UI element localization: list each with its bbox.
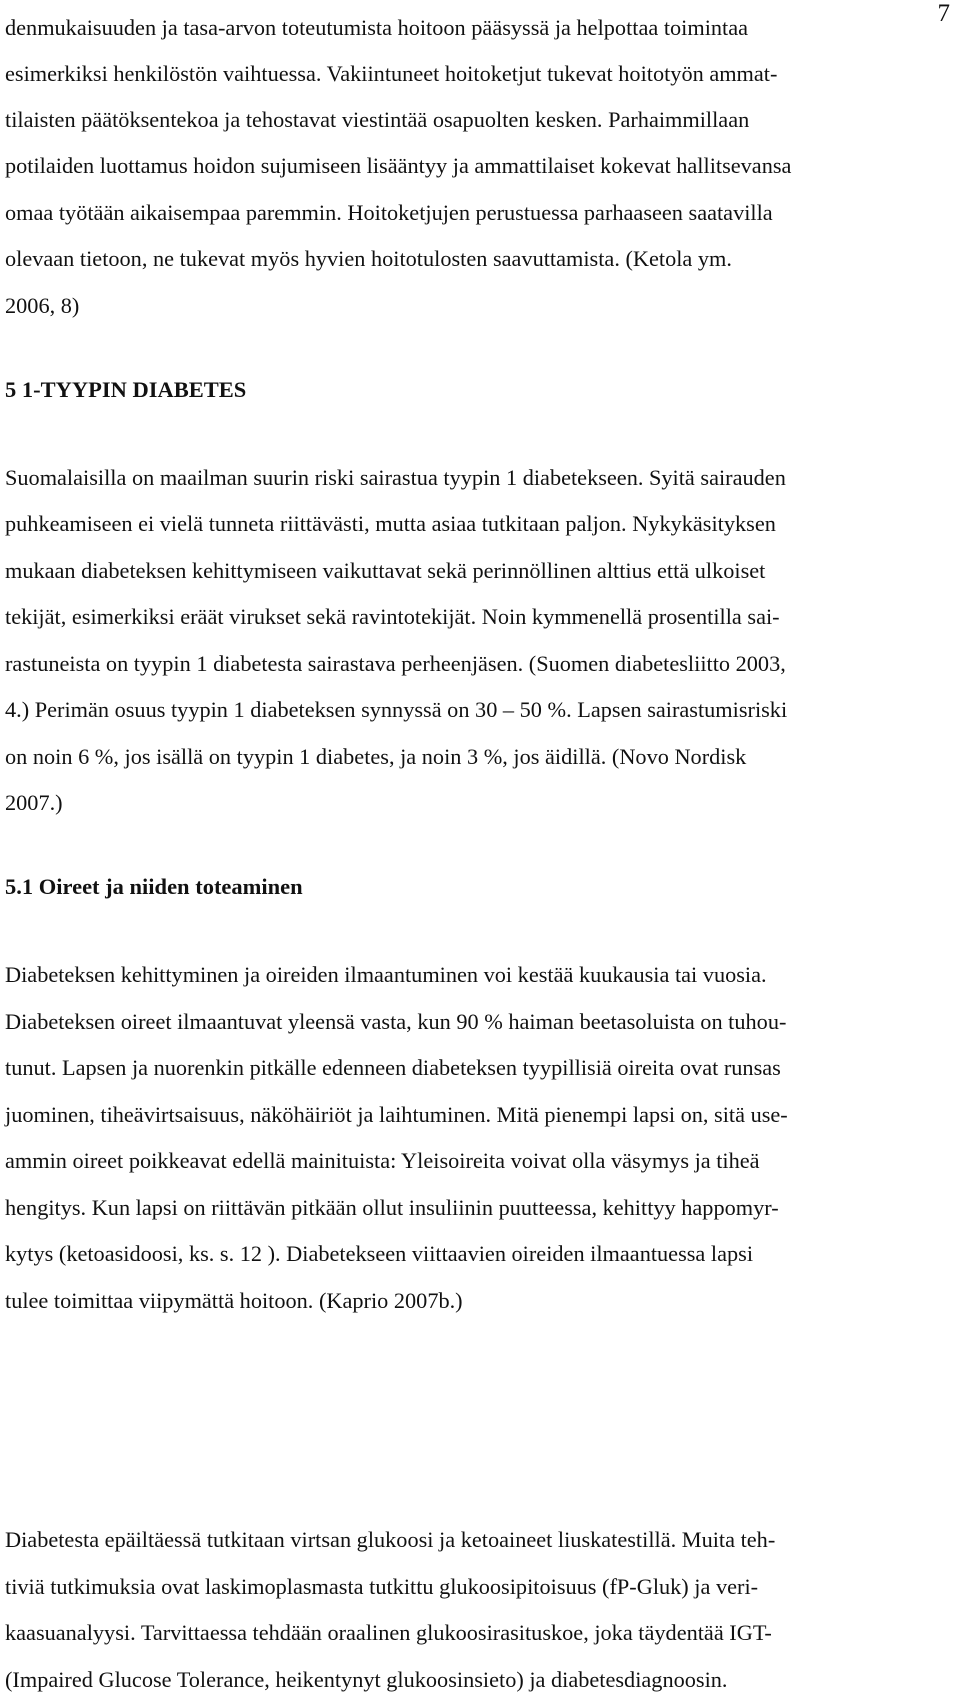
text-line: tiviä tutkimuksia ovat laskimoplasmasta tutkittu glukoosipitoisuus (fP-Gluk) ja veri- [5,1574,759,1599]
text-line: 4.) Perimän osuus tyypin 1 diabeteksen synnyssä on 30 – 50 %. Lapsen sairastumisriski [5,697,788,722]
text-line: 2006, 8) [5,293,80,318]
section-heading: 5.1 Oireet ja niiden toteaminen [5,874,303,899]
text-line: 2007.) [5,790,63,815]
text-line: (Impaired Glucose Tolerance, heikentynyt glukoosinsieto) ja diabetesdiagnoosin. [5,1667,728,1692]
text-line: rastuneista on tyypin 1 diabetesta sairastava perheenjäsen. (Suomen diabetesliitto 2003, [5,651,786,676]
text-line: kaasuanalyysi. Tarvittaessa tehdään oraalinen glukoosirasituskoe, joka täydentää IGT- [5,1620,772,1645]
text-line: ammin oireet poikkeavat edellä mainituista: Yleisoireita voivat olla väsymys ja tiheä [5,1148,760,1173]
text-line: tunut. Lapsen ja nuorenkin pitkälle edenneen diabeteksen tyypillisiä oireita ovat runsas [5,1055,781,1080]
text-line: Suomalaisilla on maailman suurin riski sairastua tyypin 1 diabetekseen. Syitä sairauden [5,465,786,490]
text-line: potilaiden luottamus hoidon sujumiseen lisääntyy ja ammattilaiset kokevat hallitsevansa [5,153,792,178]
text-line: tekijät, esimerkiksi eräät virukset sekä ravintotekijät. Noin kymmenellä prosentilla sai- [5,604,780,629]
text-line: Diabeteksen kehittyminen ja oireiden ilmaantuminen voi kestää kuukausia tai vuosia. [5,962,767,987]
text-line: omaa työtään aikaisempaa paremmin. Hoitoketjujen perustuessa parhaaseen saatavilla [5,200,773,225]
text-line: tulee toimittaa viipymättä hoitoon. (Kaprio 2007b.) [5,1288,463,1313]
text-line: juominen, tiheävirtsaisuus, näköhäiriöt ja laihtuminen. Mitä pienempi lapsi on, sitä use- [5,1102,788,1127]
text-line: Diabeteksen oireet ilmaantuvat yleensä vasta, kun 90 % haiman beetasoluista on tuhou- [5,1009,787,1034]
text-line: mukaan diabeteksen kehittymiseen vaikuttavat sekä perinnöllinen alttius että ulkoiset [5,558,766,583]
text-line: tilaisten päätöksentekoa ja tehostavat viestintää osapuolten kesken. Parhaimmillaan [5,107,750,132]
text-line: hengitys. Kun lapsi on riittävän pitkään ollut insuliinin puutteessa, kehittyy happomyr- [5,1195,779,1220]
text-line: on noin 6 %, jos isällä on tyypin 1 diabetes, ja noin 3 %, jos äidillä. (Novo Nordisk [5,744,747,769]
text-line: kytys (ketoasidoosi, ks. s. 12 ). Diabetekseen viittaavien oireiden ilmaantuessa lapsi [5,1241,754,1266]
text-line: puhkeamiseen ei vielä tunneta riittävästi, mutta asiaa tutkitaan paljon. Nykykäsityksen [5,511,776,536]
text-line: olevaan tietoon, ne tukevat myös hyvien hoitotulosten saavuttamista. (Ketola ym. [5,246,732,271]
text-line: Diabetesta epäiltäessä tutkitaan virtsan glukoosi ja ketoaineet liuskatestillä. Muita teh- [5,1527,776,1552]
text-line: esimerkiksi henkilöstön vaihtuessa. Vakiintuneet hoitoketjut tukevat hoitotyön ammat- [5,61,778,86]
page-number: 7 [937,0,950,27]
chapter-heading: 5 1-TYYPIN DIABETES [5,377,247,402]
text-line: denmukaisuuden ja tasa-arvon toteutumista hoitoon pääsyssä ja helpottaa toimintaa [5,15,749,40]
